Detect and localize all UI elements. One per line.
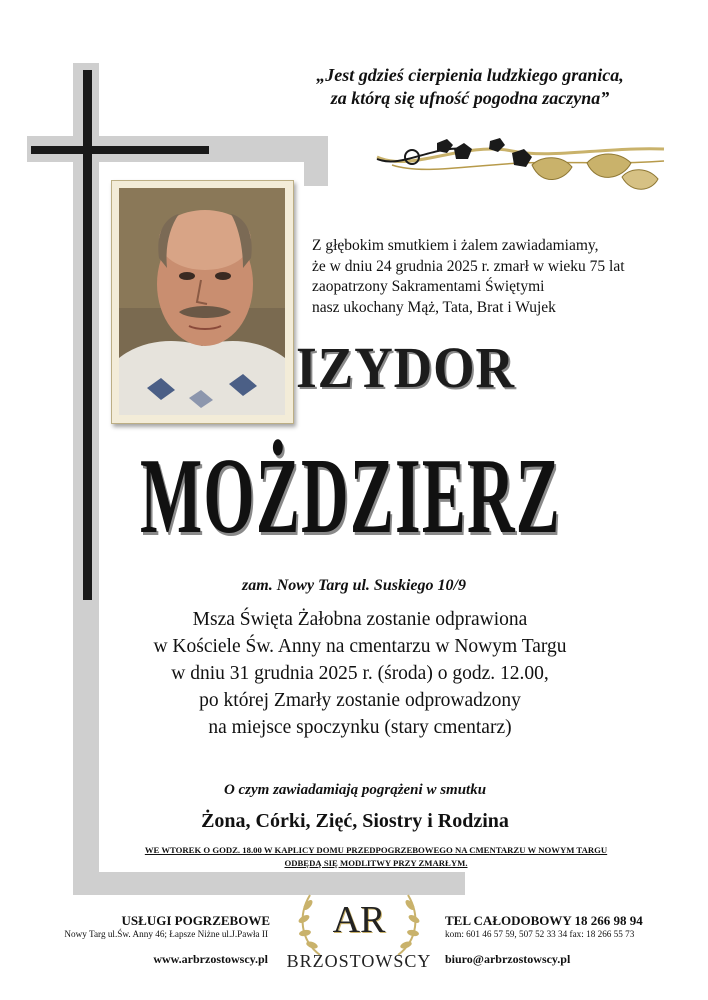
mass-line-2: w Kościele Św. Anny na cmentarzu w Nowym Targu	[153, 636, 567, 657]
logo-letters: AR	[332, 899, 386, 941]
mass-line-3: w dniu 31 grudnia 2025 r. (środa) o godz. 12.00,	[171, 663, 549, 684]
funeral-services-address: Nowy Targ ul.Św. Anny 46; Łapsze Niżne ul.J.Pawła II	[64, 929, 268, 939]
intro-line-2: że w dniu 24 grudnia 2025 r. zmarł w wieku 75 lat	[312, 257, 625, 275]
email-link[interactable]: biuro@arbrzostowscy.pl	[445, 952, 571, 966]
portrait-frame	[111, 180, 294, 424]
intro-line-1: Z głębokim smutkiem i żalem zawiadamiamy,	[312, 237, 599, 254]
deceased-first-name: IZYDOR	[296, 335, 515, 400]
phone-numbers: kom: 601 46 57 59, 507 52 33 34 fax: 18 266 55 73	[445, 929, 635, 939]
quote-line-1: „Jest gdzieś cierpienia ludzkiego granica,	[316, 65, 624, 85]
prayer-note-line-2: ODBĘDĄ SIĘ MODLITWY PRZY ZMARŁYM.	[284, 858, 468, 868]
announcement-intro	[312, 236, 672, 318]
funeral-mass-info	[110, 606, 610, 741]
deceased-surname: MOŻDZIERZ	[140, 437, 561, 556]
mass-line-1: Msza Święta Żałobna zostanie odprawiona	[192, 609, 528, 630]
website-link[interactable]: www.arbrzostowscy.pl	[153, 952, 268, 966]
memorial-quote	[250, 64, 690, 110]
mourners-intro: O czym zawiadamiają pogrążeni w smutku	[223, 782, 487, 798]
mass-line-4: po której Zmarły zostanie odprowadzony	[199, 690, 521, 711]
gray-frame-right-stub	[304, 136, 328, 186]
deceased-address: zam. Nowy Targ ul. Suskiego 10/9	[242, 577, 466, 594]
mass-line-5: na miejsce spoczynku (stary cmentarz)	[208, 717, 512, 738]
quote-line-2: za którą się ufność pogodna zaczyna”	[330, 88, 610, 108]
prayer-note	[116, 844, 636, 870]
cross-horizontal-bar	[31, 146, 209, 154]
gold-leaf-ornament	[372, 135, 672, 197]
intro-line-4: nasz ukochany Mąż, Tata, Brat i Wujek	[312, 298, 556, 316]
funeral-services-title: USŁUGI POGRZEBOWE	[121, 913, 270, 928]
mourners-names: Żona, Córki, Zięć, Siostry i Rodzina	[201, 810, 509, 832]
intro-line-3: zaopatrzony Sakramentami Świętymi	[312, 278, 545, 295]
prayer-note-line-1: WE WTOREK O GODZ. 18.00 W KAPLICY DOMU PRZEDPOGRZEBOWEGO NA CMENTARZU W NOWYM TARGU	[144, 845, 608, 855]
phone-24h: TEL CAŁODOBOWY 18 266 98 94	[445, 913, 643, 928]
logo-name: BRZOSTOWSCY	[286, 951, 432, 971]
portrait-photo	[119, 188, 285, 415]
